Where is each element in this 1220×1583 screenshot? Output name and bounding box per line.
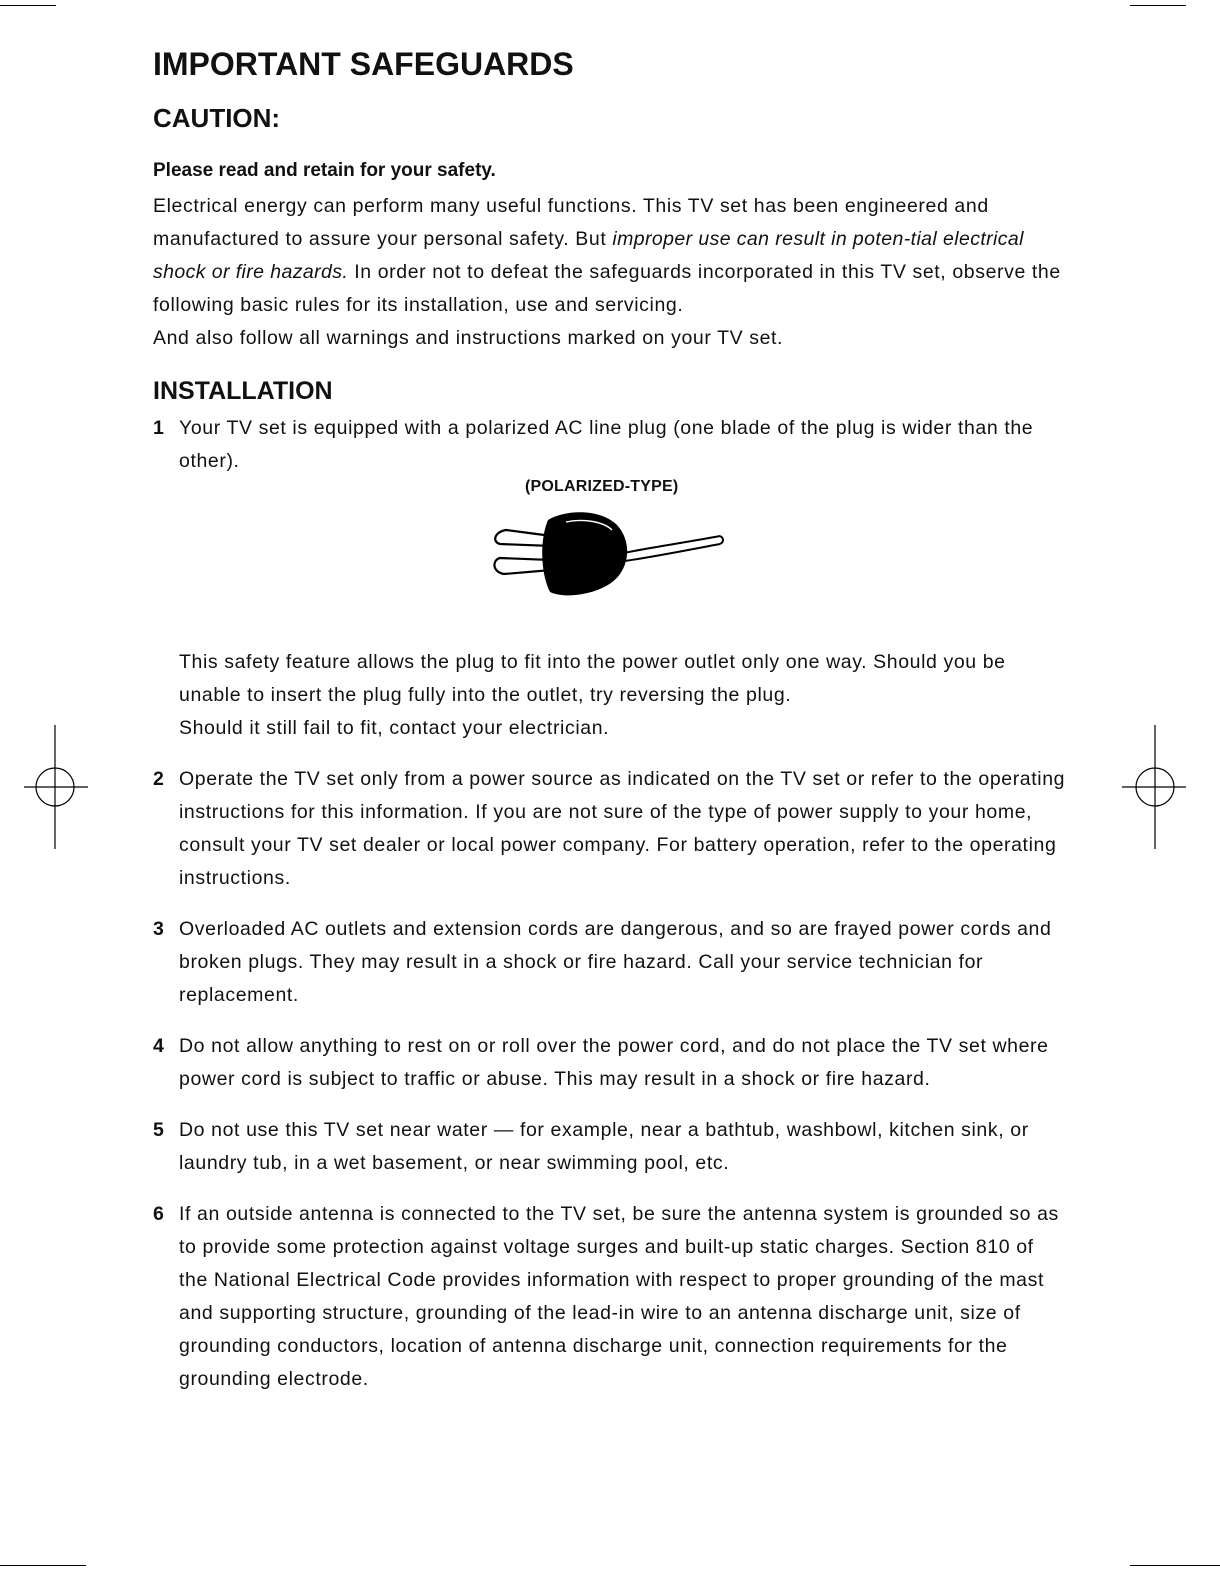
crop-mark-top-left [0, 5, 56, 6]
intro-paragraph [153, 190, 1068, 322]
list-item-1 [153, 412, 1068, 478]
list-item-number: 6 [153, 1203, 164, 1225]
intro-text-part1: Electrical energy can perform many useful functions. This TV set has been engineered and manufactured to assure your personal safety. But [153, 195, 989, 250]
list-item-number: 5 [153, 1119, 164, 1141]
page-content [153, 46, 1068, 1414]
list-item-5 [153, 1114, 1068, 1180]
polarized-plug-figure [153, 478, 1068, 646]
crop-mark-top-right [1130, 5, 1186, 6]
intro-italic-warning: improper use can result in poten-tial electrical shock or fire hazards. [153, 228, 1024, 283]
list-item-text: Do not use this TV set near water — for example, near a bathtub, washbowl, kitchen sink, or laundry tub, in a wet basement, or near swimming pool, etc. [179, 1119, 1029, 1174]
figure-caption: (POLARIZED-TYPE) [525, 478, 679, 495]
list-item-6 [153, 1198, 1068, 1396]
installation-heading: INSTALLATION [153, 377, 333, 405]
list-item-2 [153, 763, 1068, 895]
list-item-number: 4 [153, 1035, 164, 1057]
crop-mark-bottom-right [1130, 1565, 1220, 1566]
list-item-text: Overloaded AC outlets and extension cords are dangerous, and so are frayed power cords and broken plugs. They may result in a shock or fire hazard. Call your service technician for replacement. [179, 918, 1052, 1006]
list-item-number: 2 [153, 768, 164, 790]
intro-line2: And also follow all warnings and instructions marked on your TV set. [153, 327, 784, 349]
item1-note-line2: Should it still fail to fit, contact your electrician. [179, 717, 610, 739]
page-title: IMPORTANT SAFEGUARDS [153, 46, 574, 82]
intro-text-part2: In order not to defeat the safeguards incorporated in this TV set, observe the following basic rules for its installation, use and servicing. [153, 261, 1061, 316]
registration-mark-left-icon [24, 725, 88, 849]
item1-note [153, 646, 1068, 745]
list-item-text: Do not allow anything to rest on or roll over the power cord, and do not place the TV set where power cord is subject to traffic or abuse. This may result in a shock or fire hazard. [179, 1035, 1049, 1090]
registration-mark-right-icon [1122, 725, 1186, 849]
polarized-plug-icon [488, 508, 728, 600]
item1-note-line1: This safety feature allows the plug to fit into the power outlet only one way. Should you be unable to insert the plug fully into the outlet, try reversing the plug. [179, 651, 1006, 706]
list-item-text: If an outside antenna is connected to the TV set, be sure the antenna system is grounded so as to provide some protection against voltage surges and built-up static charges. Section 810 of the National Electrical Code provides information with respect to proper grounding of the mast and supporting structure, grounding of the lead-in wire to an antenna discharge unit, size of grounding conductors, location of antenna discharge unit, connection requirements for the grounding electrode. [179, 1203, 1059, 1390]
list-item-number: 1 [153, 417, 164, 439]
caution-heading: CAUTION: [153, 103, 281, 133]
list-item-3 [153, 913, 1068, 1012]
crop-mark-bottom-left [0, 1565, 86, 1566]
lead-sentence: Please read and retain for your safety. [153, 160, 496, 181]
list-item-4 [153, 1030, 1068, 1096]
list-item-text: Operate the TV set only from a power source as indicated on the TV set or refer to the operating instructions for this information. If you are not sure of the type of power supply to your home, consult your TV set dealer or local power company. For battery operation, refer to the operating instructions. [179, 768, 1066, 889]
list-item-text: Your TV set is equipped with a polarized AC line plug (one blade of the plug is wider than the other). [179, 417, 1034, 472]
list-item-number: 3 [153, 918, 164, 940]
